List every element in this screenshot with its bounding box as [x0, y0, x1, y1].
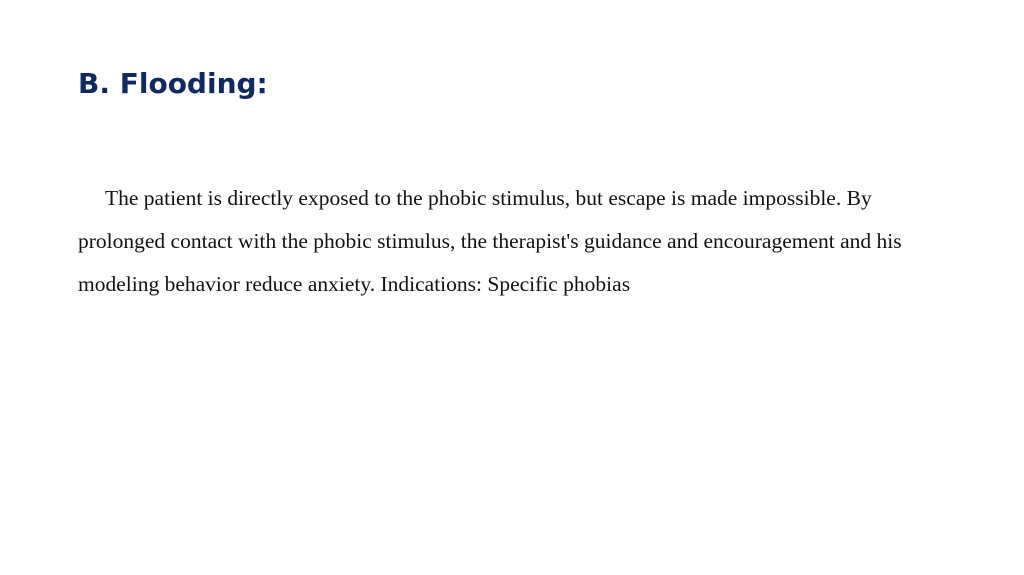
slide-title: B. Flooding: [78, 67, 268, 100]
slide-body-paragraph: The patient is directly exposed to the phobic stimulus, but escape is made impossible. By prolonged contact with the phobic stimulus, the therapist's guidance and encouragement and his modeling behavior reduce anxiety. Indications: Specific phobias [78, 186, 902, 296]
